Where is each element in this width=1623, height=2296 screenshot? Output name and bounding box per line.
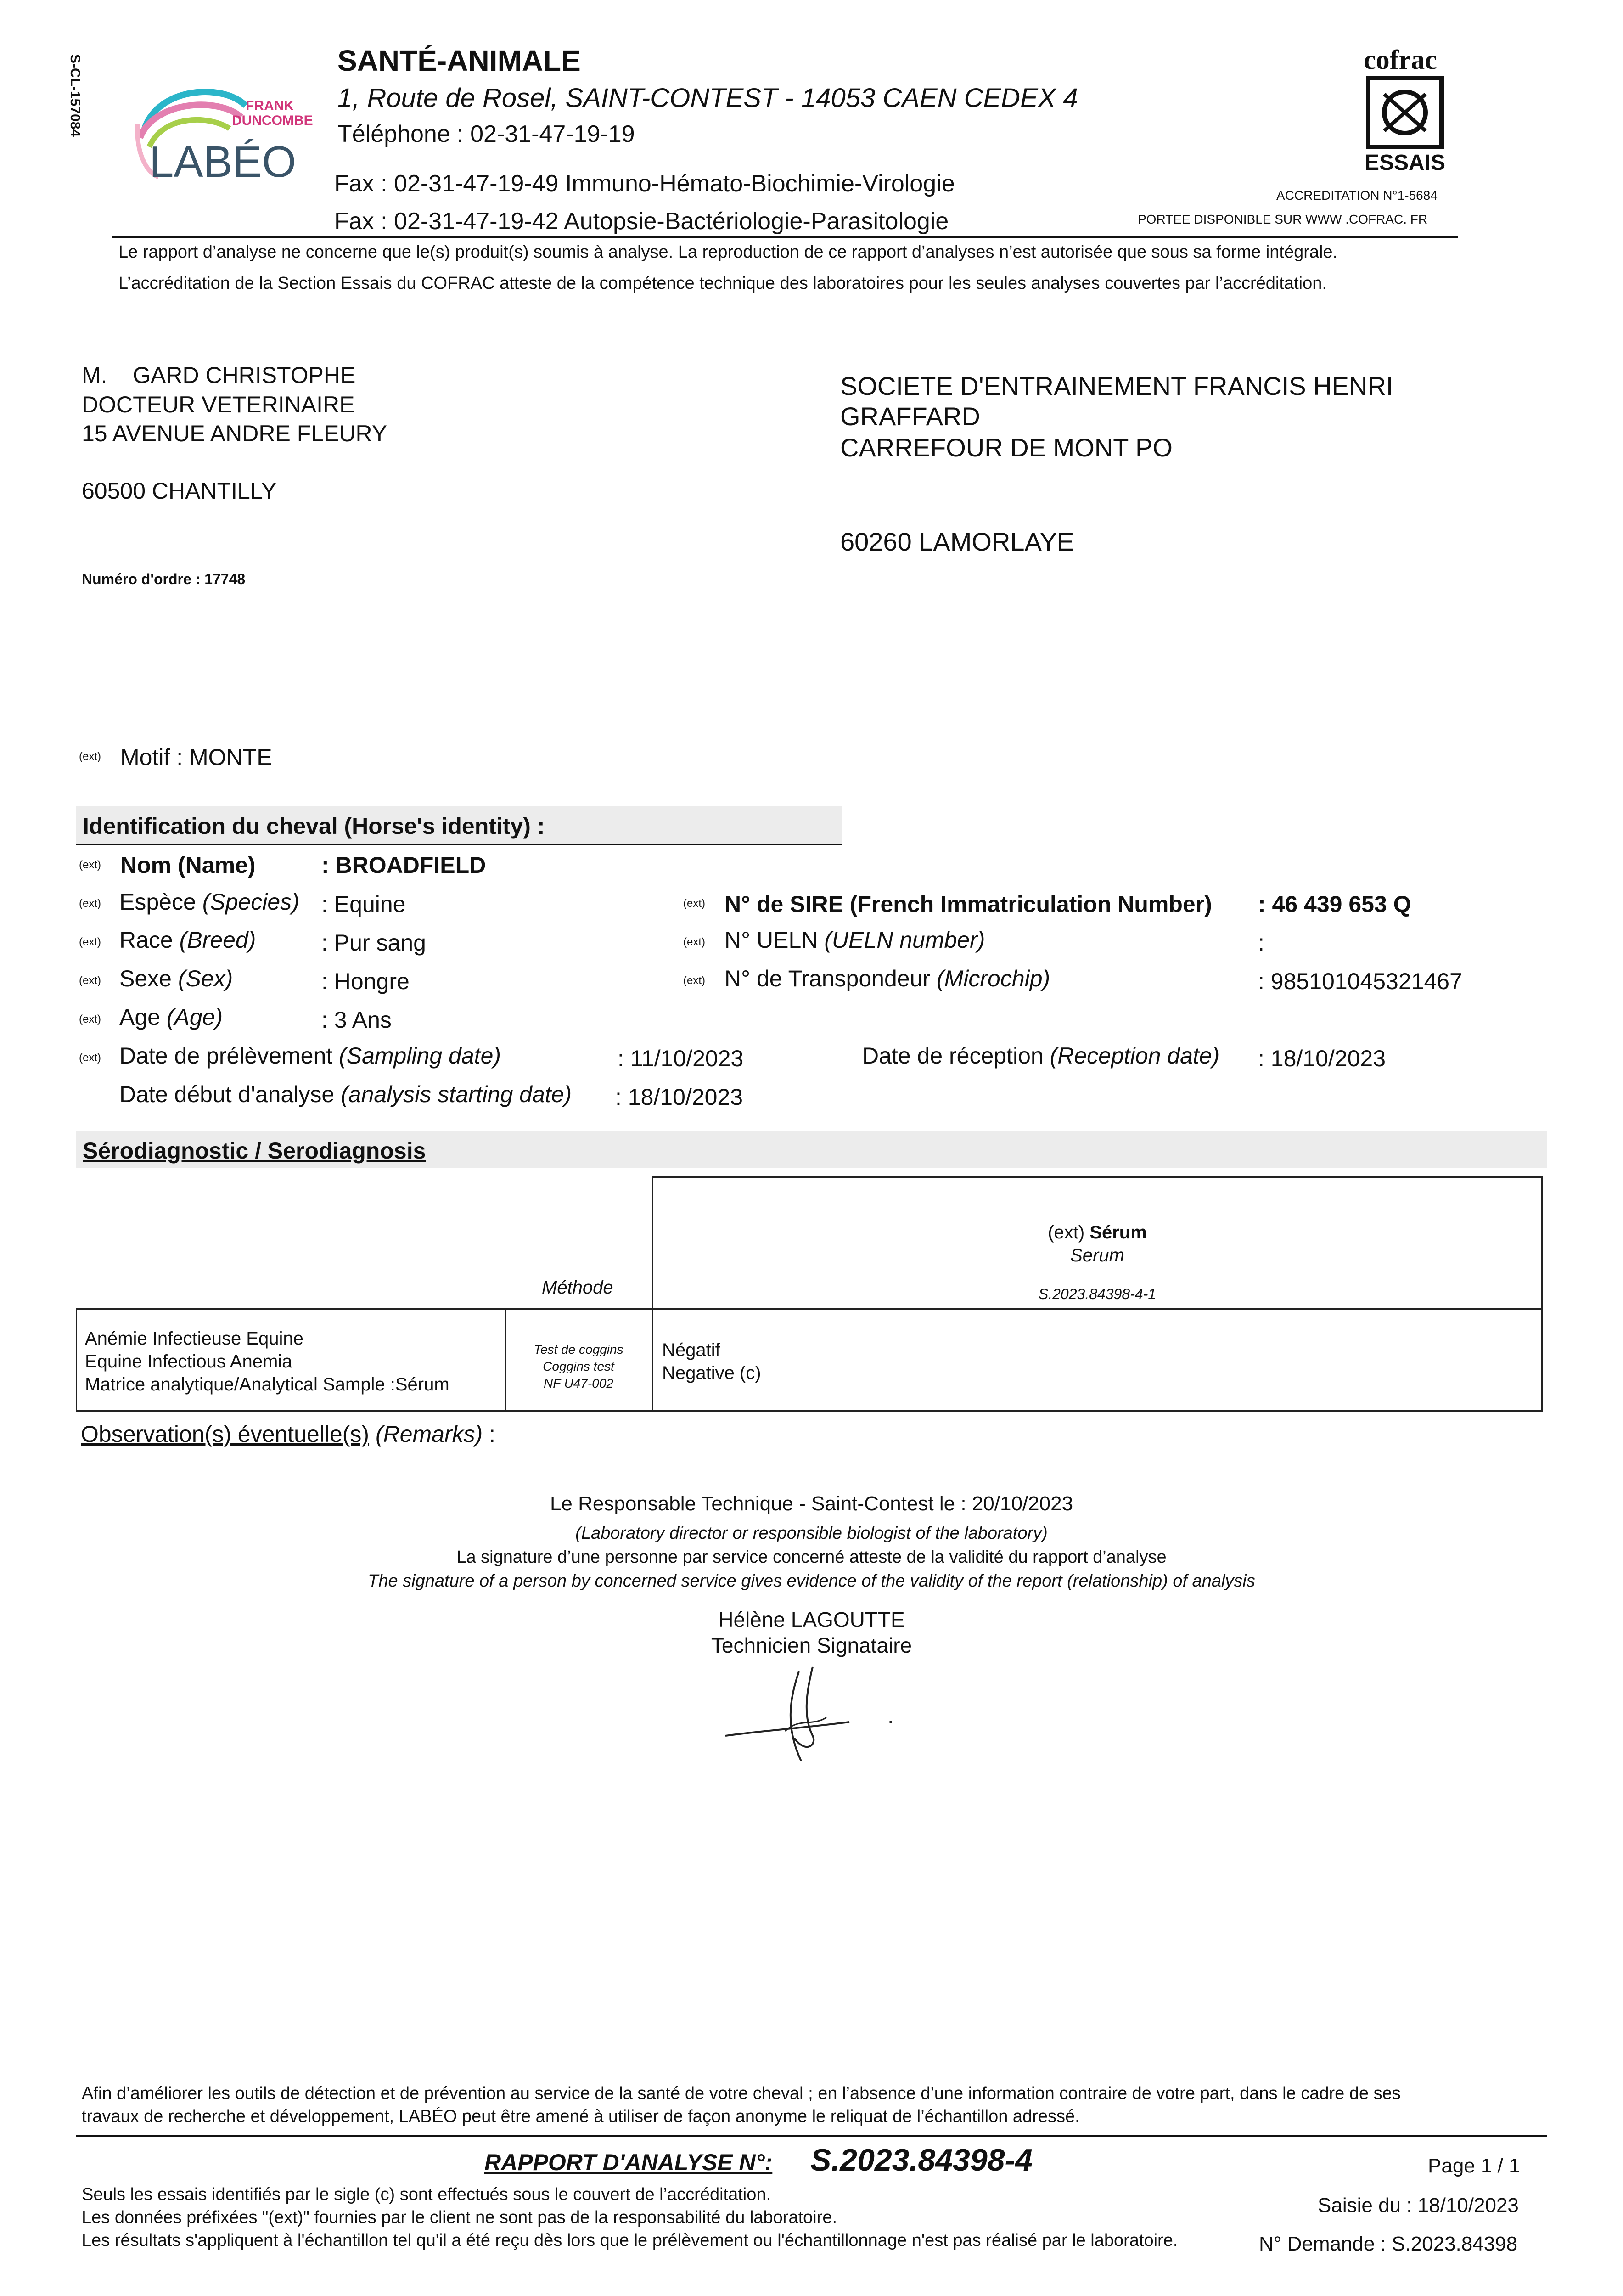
method-line-2: Coggins test (543, 1359, 614, 1373)
header-divider (112, 236, 1458, 238)
sex-label: Sexe (Sex) (119, 966, 233, 991)
report-number: S.2023.84398-4 (810, 2143, 1033, 2178)
ext-tag: (ext) (79, 897, 101, 910)
footer-note-3: Les résultats s'appliquent à l'échantillon tel qu'il a été reçu dès lors que le prélèvement ou l'échantillonnage n'est pas réalisé par le laboratoire. (82, 2231, 1178, 2250)
ext-tag: (ext) (79, 1013, 101, 1025)
saisie-date: Saisie du : 18/10/2023 (1318, 2194, 1519, 2217)
lab-phone: Téléphone : 02-31-47-19-19 (337, 121, 635, 147)
signature-line-1: Le Responsable Technique - Saint-Contest le : 20/10/2023 (550, 1492, 1073, 1515)
ext-tag: (ext) (683, 897, 705, 910)
ext-tag: (ext) (79, 1052, 101, 1064)
ueln-label: N° UELN (UELN number) (724, 927, 985, 953)
serodiag-header: Sérodiagnostic / Serodiagnosis (83, 1138, 426, 1164)
ueln-value: : (1258, 930, 1264, 956)
ext-tag: (ext) (79, 974, 101, 987)
method-line-3: NF U47-002 (543, 1376, 613, 1390)
sample-name: (ext) Sérum (1048, 1222, 1147, 1243)
remarks-label: Observation(s) éventuelle(s) (Remarks) : (81, 1421, 496, 1447)
order-number: Numéro d'ordre : 17748 (82, 571, 246, 587)
method-line-1: Test de coggins (534, 1342, 623, 1356)
cofrac-logo (1359, 44, 1451, 181)
signature-line-3: La signature d’une personne par service concerné atteste de la validité du rapport d’analyse (456, 1548, 1167, 1567)
microchip-label: N° de Transpondeur (Microchip) (724, 966, 1050, 991)
result-fr: Négatif (662, 1340, 720, 1360)
research-line-1: Afin d’améliorer les outils de détection et de prévention au service de la santé de votre cheval ; en l’absence d’une information contraire de votre part, dans le cadre de ses (82, 2084, 1401, 2103)
lab-fax-1: Fax : 02-31-47-19-49 Immuno-Hémato-Biochimie-Virologie (334, 170, 955, 197)
lab-address: 1, Route de Rosel, SAINT-CONTEST - 14053 CAEN CEDEX 4 (337, 83, 1078, 113)
ext-tag: (ext) (79, 859, 101, 871)
client-line-4: 60260 LAMORLAYE (840, 527, 1074, 556)
horse-name-label: Nom (Name) (120, 852, 256, 878)
method-header: Méthode (542, 1277, 613, 1298)
signature-line-4: The signature of a person by concerned service gives evidence of the validity of the report (relationship) of analysis (368, 1571, 1255, 1591)
vet-line-4: 60500 CHANTILLY (82, 478, 277, 504)
analysis-start-label: Date début d'analyse (analysis starting date) (119, 1081, 572, 1107)
client-line-1: SOCIETE D'ENTRAINEMENT FRANCIS HENRI (840, 371, 1393, 400)
sampling-date-value: : 11/10/2023 (618, 1046, 744, 1071)
test-name-en: Equine Infectious Anemia (85, 1351, 292, 1372)
notice-line-2: L’accréditation de la Section Essais du COFRAC atteste de la compétence technique des laboratoires pour les seules analyses couvertes par l’accréditation. (118, 274, 1327, 293)
sire-label: N° de SIRE (French Immatriculation Number) (724, 891, 1212, 917)
client-line-2: GRAFFARD (840, 402, 980, 431)
identity-header-underline (76, 844, 842, 845)
report-label: RAPPORT D'ANALYSE N°: (484, 2150, 773, 2175)
age-value: : 3 Ans (321, 1007, 392, 1033)
sample-id: S.2023.84398-4-1 (1038, 1286, 1157, 1302)
sampling-date-label: Date de prélèvement (Sampling date) (119, 1043, 501, 1069)
page-number: Page 1 / 1 (1428, 2155, 1520, 2177)
document-code: S-CL-157084 (67, 54, 83, 137)
handwritten-signature (721, 1662, 904, 1768)
labeo-logo (131, 78, 324, 197)
species-label: Espèce (Species) (119, 889, 299, 915)
test-name-fr: Anémie Infectieuse Equine (85, 1328, 303, 1349)
col-divider-2 (652, 1308, 653, 1412)
horse-name-value: : BROADFIELD (321, 852, 486, 878)
breed-label: Race (Breed) (119, 927, 256, 953)
identity-header: Identification du cheval (Horse's identity) : (83, 813, 545, 839)
labeo-logo-main: LABÉO (149, 137, 297, 186)
signature-line-2: (Laboratory director or responsible biologist of the laboratory) (575, 1524, 1048, 1543)
cofrac-portee[interactable]: PORTEE DISPONIBLE SUR WWW .COFRAC. FR (1138, 212, 1428, 226)
vet-line-2: DOCTEUR VETERINAIRE (82, 392, 355, 417)
signatory-name: Hélène LAGOUTTE (718, 1608, 905, 1632)
age-label: Age (Age) (119, 1004, 223, 1030)
lab-name: SANTÉ-ANIMALE (337, 44, 581, 77)
labeo-logo-frank: FRANK (246, 98, 294, 113)
signatory-title: Technicien Signataire (711, 1633, 912, 1657)
cofrac-logo-top: cofrac (1364, 45, 1437, 75)
test-matrix: Matrice analytique/Analytical Sample :Sérum (85, 1374, 449, 1395)
research-line-2: travaux de recherche et développement, LABÉO peut être amené à utiliser de façon anonyme le reliquat de l’échantillon adressé. (82, 2107, 1080, 2126)
reception-date-label: Date de réception (Reception date) (862, 1043, 1220, 1069)
species-value: : Equine (321, 891, 406, 917)
microchip-value: : 985101045321467 (1258, 968, 1462, 994)
footer-note-1: Seuls les essais identifiés par le sigle (c) sont effectués sous le couvert de l’accréditation. (82, 2185, 771, 2204)
vet-line-1: M. GARD CHRISTOPHE (82, 362, 356, 388)
footer-divider (76, 2135, 1547, 2137)
labeo-logo-duncombe: DUNCOMBE (232, 113, 313, 128)
motif: Motif : MONTE (120, 744, 272, 770)
ext-tag: (ext) (79, 750, 101, 763)
notice-line-1: Le rapport d’analyse ne concerne que le(s) produit(s) soumis à analyse. La reproduction de ce rapport d’analyses n’est autorisée que sous sa forme intégrale. (118, 242, 1338, 262)
result-row (76, 1308, 1543, 1412)
ext-tag: (ext) (683, 974, 705, 987)
sample-name-en: Serum (1070, 1245, 1124, 1266)
result-en: Negative (c) (662, 1363, 761, 1383)
cofrac-accreditation: ACCREDITATION N°1-5684 (1276, 188, 1438, 203)
client-line-3: CARREFOUR DE MONT PO (840, 433, 1173, 462)
reception-date-value: : 18/10/2023 (1258, 1046, 1386, 1071)
demande-number: N° Demande : S.2023.84398 (1259, 2233, 1518, 2255)
cofrac-logo-bottom: ESSAIS (1365, 151, 1446, 175)
sex-value: : Hongre (321, 968, 410, 994)
breed-value: : Pur sang (321, 930, 426, 956)
lab-fax-2: Fax : 02-31-47-19-42 Autopsie-Bactériologie-Parasitologie (334, 208, 949, 235)
analysis-start-value: : 18/10/2023 (615, 1084, 743, 1110)
sire-value: : 46 439 653 Q (1258, 891, 1411, 917)
ext-tag: (ext) (683, 936, 705, 948)
vet-line-3: 15 AVENUE ANDRE FLEURY (82, 421, 387, 446)
footer-note-2: Les données préfixées "(ext)" fournies par le client ne sont pas de la responsabilité du laboratoire. (82, 2208, 837, 2227)
ext-tag: (ext) (79, 936, 101, 948)
